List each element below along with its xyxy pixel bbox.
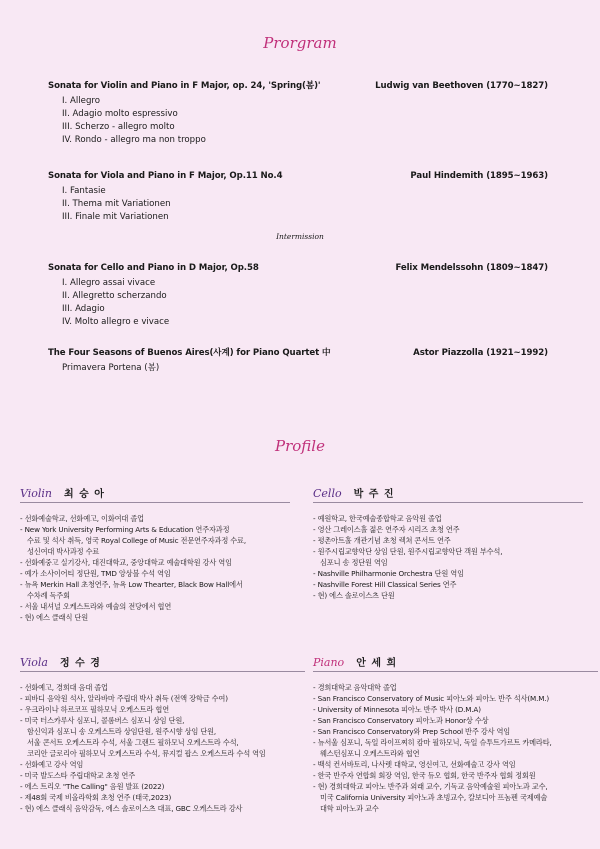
bio-line: - 현) 에스 솔로이스츠 단원 [313, 591, 395, 600]
movement: Primavera Portena (봄) [62, 363, 160, 373]
instrument-label: Violin [20, 487, 53, 500]
bio-line: - 제48회 국제 비올라학회 초청 연주 (태국,2023) [20, 793, 172, 802]
bio-line: - 선화예고 강사 역임 [20, 760, 84, 769]
bio-line: - 에스 트리오 "The Calling" 음원 발표 (2022) [20, 782, 165, 791]
bio-line: - 원주시립교향악단 상임 단원, 원주시립교향악단 객원 부수석, [313, 547, 503, 556]
movement: IV. Rondo - allegro ma non troppo [62, 135, 206, 145]
piece-composer: Ludwig van Beethoven (1770~1827) [375, 81, 548, 91]
bio-line: - 서울 내셔널 오케스트라와 예술의 전당에서 협연 [20, 602, 172, 611]
instrument-label: Viola [20, 656, 48, 669]
bio-line: - 미국 발도스타 주립대학교 초청 연주 [20, 771, 136, 780]
bio-line: - San Francisco Conservatory와 Prep School 반주 강사 역임 [313, 727, 511, 736]
bio-line: - New York University Performing Arts & Education 연주자과정 [20, 525, 230, 534]
bio-line: - 우크라이나 하르코프 필하모닉 오케스트라 협연 [20, 705, 169, 714]
profile-viola [20, 654, 305, 814]
bio-line: 함신익과 심포니 송 오케스트라 상임단원, 원주시향 상임 단원, [27, 727, 217, 736]
bio-line: - 뉴서울 심포니, 독일 라이프찌히 캄마 필하모닉, 독일 슈투트가르트 카메라타, [313, 738, 552, 747]
bio-line: - 피바디 음악원 석사, 알라바마 주립대 박사 취득 (전액 장학금 수여) [20, 694, 228, 703]
program-piece-2 [48, 170, 548, 224]
profile-cello [313, 485, 583, 601]
bio-line: 미국 California University 피아노과 초빙교수, 칼보디아 프놈펜 국제예술 [320, 793, 548, 802]
piece-title: The Four Seasons of Buenos Aires(사계) for Piano Quartet 中 [48, 348, 331, 358]
intermission-label: Intermission [276, 232, 324, 241]
piece-title: Sonata for Violin and Piano in F Major, op. 24, 'Spring(봄)' [48, 81, 321, 91]
bio-line: - 미국 터스카루사 심포니, 콜롬버스 심포니 상임 단원, [20, 716, 185, 725]
bio-line: - 선화예고, 경희대 음대 졸업 [20, 683, 108, 692]
bio-line: - 평촌아트홀 개관기념 초청 렉쳐 콘서트 연주 [313, 536, 451, 545]
bio-line: - 한국 반주자 연합회 회장 역임, 한국 듀오 협회, 한국 반주자 협회 정회원 [313, 771, 536, 780]
performer-name: 정 수 경 [59, 658, 101, 669]
bio-line: - 선화예술학교, 선화예고, 이화여대 졸업 [20, 514, 144, 523]
bio-line: 수차례 독주회 [27, 591, 70, 600]
instrument-label: Piano [313, 656, 345, 669]
program-piece-4 [48, 347, 548, 375]
piece-title: Sonata for Viola and Piano in F Major, Op.11 No.4 [48, 171, 283, 181]
bio-line: - University of Minnesota 피아노 반주 박사 (D.M.A) [313, 705, 481, 714]
performer-name: 안 세 희 [356, 658, 398, 669]
movement: III. Adagio [62, 304, 105, 314]
bio-line: 성신여대 박사과정 수료 [27, 547, 100, 556]
bio-line: 수료 및 석사 취득, 영국 Royal College of Music 전문연주자과정 수료, [27, 536, 246, 545]
piece-composer: Felix Mendelssohn (1809~1847) [395, 263, 548, 273]
bio-line: - 예원학교, 한국예술종합학교 음악원 졸업 [313, 514, 442, 523]
profile-piano [313, 654, 598, 814]
bio-line: 서울 콘서트 오케스트라 수석, 서울 그랜드 필하모닉 오케스트라 수석, [27, 738, 239, 747]
movement: IV. Molto allegro e vivace [62, 317, 170, 327]
bio-line: - 영산 그레이스홀 젊은 연주자 시리즈 초청 연주 [313, 525, 460, 534]
movement: II. Allegretto scherzando [62, 291, 167, 301]
bio-line: - 선화예중고 실기강사, 대진대학교, 중앙대학교 예술대학원 강사 역임 [20, 558, 232, 567]
program-piece-3 [48, 262, 548, 329]
movement: I. Allegro assai vivace [62, 278, 156, 288]
movement: II. Thema mit Variationen [62, 199, 171, 209]
bio-line: - 현) 경희대학교 피아노 반주과 외래 교수, 기독교 음악예술원 피아노과 교수, [313, 782, 548, 791]
bio-line: - San Francisco Conservatory of Music 피아노와 피아노 반주 석사(M.M.) [313, 694, 550, 703]
piece-composer: Astor Piazzolla (1921~1992) [413, 348, 548, 358]
bio-line: 대학 피아노과 교수 [320, 804, 379, 813]
piece-title: Sonata for Cello and Piano in D Major, Op.58 [48, 263, 259, 273]
piece-composer: Paul Hindemith (1895~1963) [410, 171, 548, 181]
bio-line: - San Francisco Conservatory 피아노과 Honor상 수상 [313, 716, 489, 725]
movement: I. Allegro [62, 96, 100, 106]
movement: III. Scherzo - allegro molto [62, 122, 175, 132]
bio-line: - Nashville Philharmonie Orchestra 단원 역임 [313, 569, 464, 578]
program-title: Prorgram [263, 34, 337, 52]
bio-line: - 현) 에스 클래식 단원 [20, 613, 88, 622]
bio-line: 웨스턴심포니 오케스트라와 협연 [320, 749, 420, 758]
movement: II. Adagio molto espressivo [62, 109, 178, 119]
bio-line: - 뉴욕 Merkin Hall 초청연주, 뉴욕 Low Thearter, Black Bow Hall에서 [20, 580, 243, 589]
profile-title: Profile [275, 437, 325, 455]
movement: III. Finale mit Variationen [62, 212, 169, 222]
movement: I. Fantasie [62, 186, 106, 196]
bio-line: 심포니 송 정단원 역임 [320, 558, 388, 567]
performer-name: 박 주 진 [353, 489, 395, 500]
bio-line: - 예가 소사이어티 정단원, TMD 앙상블 수석 역임 [20, 569, 171, 578]
profile-violin [20, 485, 290, 623]
bio-line: - 경희대학교 음악대학 졸업 [313, 683, 397, 692]
bio-line: - 백석 컨서바토리, 나사렛 대학교, 영신여고, 선화예술고 강사 역임 [313, 760, 516, 769]
instrument-label: Cello [313, 487, 342, 500]
bio-line: - 현) 에스 클래식 음악감독, 에스 솔로이스츠 대표, GBC 오케스트라 강사 [20, 804, 243, 813]
program-piece-1 [48, 80, 548, 147]
bio-line: 코리안 글로리아 필하모닉 오케스트라 수석, 뮤지컬 팝스 오케스트라 수석 역임 [27, 749, 266, 758]
bio-line: - Nashville Forest Hill Classical Series 연주 [313, 580, 457, 589]
performer-name: 최 승 아 [64, 489, 105, 500]
